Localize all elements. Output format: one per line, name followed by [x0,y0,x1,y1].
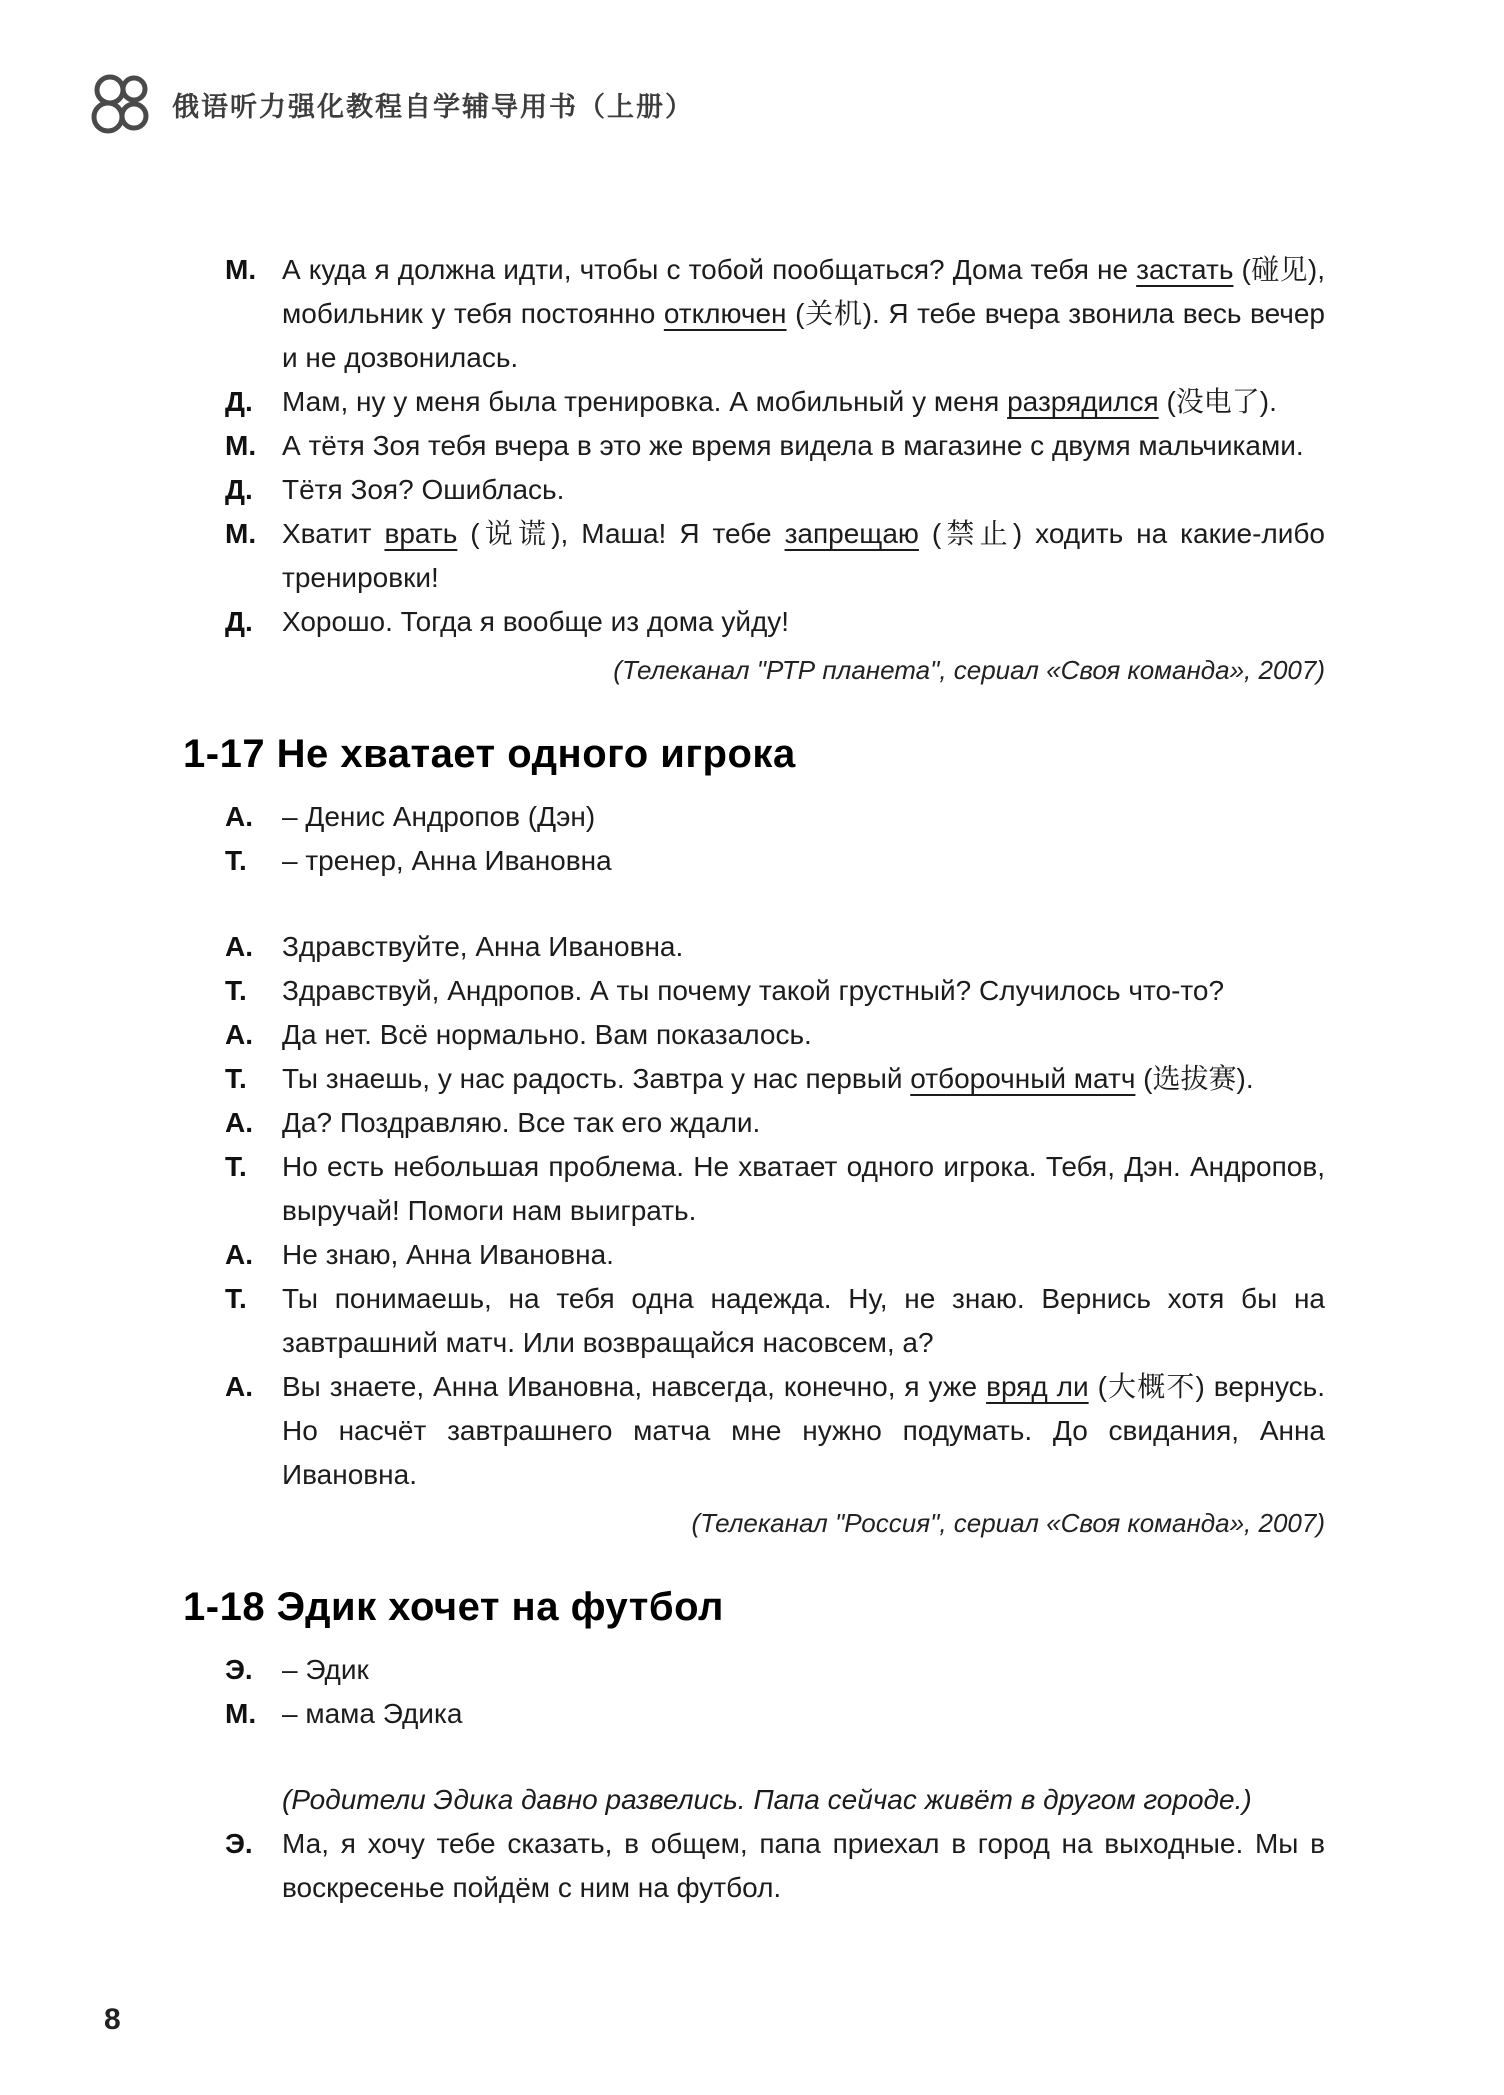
text-segment: Ты понимаешь, на тебя одна надежда. Ну, не знаю. Вернись хотя бы на завтрашний матч. Или возвращайся насовсем, а? [282,1283,1325,1358]
dialogue-line [225,600,1325,644]
text-segment: – тренер, Анна Ивановна [282,845,612,876]
section-heading: 1-18 Эдик хочет на футбол [183,1585,724,1629]
text-segment: А куда я должна идти, чтобы с тобой пообщаться? Дома тебя не [282,254,1137,285]
speaker-label: М. [225,430,257,461]
text-segment: (碰见), мобильник у тебя постоянно [282,254,1326,329]
speaker-label: А. [225,1371,253,1402]
speaker-label: А. [225,931,253,962]
text-segment: Здравствуйте, Анна Ивановна. [282,931,684,962]
speaker-label: Д. [225,474,253,505]
dialogue-line [225,1233,1325,1277]
text-segment: (选拔赛). [1135,1063,1254,1094]
text-segment: Не знаю, Анна Ивановна. [282,1239,614,1270]
text-segment: Хорошо. Тогда я вообще из дома уйду! [282,606,790,637]
dialogue-line [225,1057,1325,1101]
section-heading: 1-17 Не хватает одного игрока [183,732,796,776]
speaker-label: Т. [225,975,247,1006]
cast-list [225,1648,1325,1736]
speaker-label: А. [225,801,253,832]
dialogue-line [225,512,1325,600]
text-segment: Но есть небольшая проблема. Не хватает одного игрока. Тебя, Дэн. Андропов, выручай! Помоги нам выиграть. [282,1151,1325,1226]
speaker-label: Э. [225,1654,253,1685]
text-segment: (说谎), Маша! Я тебе [457,518,785,549]
dialogue-line [225,1013,1325,1057]
page-number: 8 [104,2003,121,2036]
dialogue-line [225,1101,1325,1145]
speaker-label: Т. [225,1283,247,1314]
dialogue-line [225,1145,1325,1233]
underlined-term: разрядился [1007,386,1159,417]
text-segment: Тётя Зоя? Ошиблась. [282,474,565,505]
text-segment: (没电了). [1158,386,1277,417]
text-segment: Вы знаете, Анна Ивановна, навсегда, конечно, я уже [282,1371,987,1402]
speaker-label: Т. [225,1151,247,1182]
underlined-term: застать [1136,254,1234,285]
book-title: 俄语听力强化教程自学辅导用书（上册） [172,91,694,122]
speaker-label: М. [225,254,257,285]
speaker-label: Д. [225,386,253,417]
underlined-term: врать [384,518,458,549]
lesson-content [183,248,1326,1910]
underlined-term: отборочный матч [910,1063,1136,1094]
underlined-term: запрещаю [784,518,919,549]
text-segment: (禁止) ходить на какие-либо тренировки! [282,518,1325,593]
underlined-term: отключен [663,298,787,329]
dialogue-line [225,380,1325,424]
text-segment: (关机). Я тебе вчера звонила весь вечер и не дозвонилась. [282,298,1325,373]
text-segment: – Эдик [282,1654,369,1685]
text-segment: – Денис Андропов (Дэн) [282,801,596,832]
text-segment: А тётя Зоя тебя вчера в это же время видела в магазине с двумя мальчиками. [282,430,1304,461]
stage-direction: (Родители Эдика давно развелись. Папа сейчас живёт в другом городе.) [282,1784,1252,1815]
speaker-label: А. [225,1239,253,1270]
text-segment: – мама Эдика [282,1698,463,1729]
text-segment: Здравствуй, Андропов. А ты почему такой грустный? Случилось что-то? [282,975,1225,1006]
lesson-section-1-18 [183,1585,1325,1910]
dialogue-line [225,1822,1325,1910]
source-credit: (Телеканал "РТР планета", сериал «Своя команда», 2007) [613,655,1325,685]
dialogue-line [225,925,1325,969]
page-header [88,72,694,136]
speaker-label: Д. [225,606,253,637]
source-credit: (Телеканал "Россия", сериал «Своя команда», 2007) [691,1508,1325,1538]
speaker-label: М. [225,1698,257,1729]
dialogue-line [225,839,1325,883]
lesson-section-1-17 [183,732,1326,1545]
dialogue-line [225,468,1325,512]
dialogue-line [225,248,1325,380]
speaker-label: А. [225,1107,253,1138]
text-segment: Хватит [282,518,385,549]
dialogue-line [225,1692,1325,1736]
dialogue-section [225,248,1325,692]
speaker-label: М. [225,518,257,549]
speaker-label: Э. [225,1828,253,1859]
dialogue-line [225,1365,1325,1497]
dialogue-line [225,424,1325,468]
speaker-label: А. [225,1019,253,1050]
publisher-logo-icon [88,72,152,136]
dialogue-line [225,1277,1325,1365]
speaker-label: Т. [225,1063,247,1094]
text-segment: Да? Поздравляю. Все так его ждали. [282,1107,761,1138]
dialogue-line [225,969,1325,1013]
dialogue-line [225,795,1325,839]
underlined-term: вряд ли [986,1371,1089,1402]
speaker-label: Т. [225,845,247,876]
text-segment: Да нет. Всё нормально. Вам показалось. [282,1019,812,1050]
cast-list [225,795,1325,883]
text-segment: Ма, я хочу тебе сказать, в общем, папа приехал в город на выходные. Мы в воскресенье пойдём с ним на футбол. [282,1828,1325,1903]
text-segment: (大概不) вернусь. Но насчёт завтрашнего матча мне нужно подумать. До свидания, Анна Ивановна. [282,1371,1326,1490]
text-segment: Ты знаешь, у нас радость. Завтра у нас первый [282,1063,911,1094]
dialogue-line [225,1648,1325,1692]
text-segment: Мам, ну у меня была тренировка. А мобильный у меня [282,386,1008,417]
